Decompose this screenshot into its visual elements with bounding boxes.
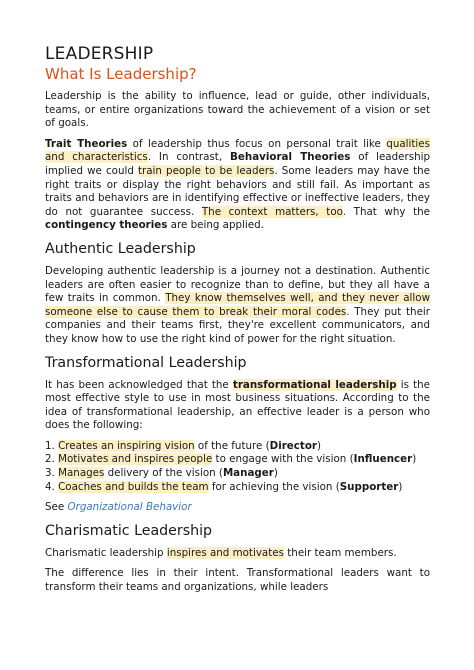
trait-paragraph bbox=[45, 138, 430, 233]
text-run: their team members. bbox=[283, 546, 397, 559]
highlight: Creates an inspiring vision bbox=[58, 439, 195, 452]
highlight: inspires and motivates bbox=[166, 546, 284, 559]
text-run: of leadership thus focus on personal trait like bbox=[127, 137, 387, 150]
document-subtitle: What Is Leadership? bbox=[45, 65, 197, 83]
highlight: The context matters, too bbox=[201, 205, 343, 218]
text-run: . Some leaders may have the right traits or display the right behaviors and still fail. As important as traits and behaviors are in identifying effective or ineffective leaders, they do not guarantee success. bbox=[45, 164, 430, 218]
text-run: It has been acknowledged that the bbox=[45, 378, 233, 391]
term-trait-theories: Trait Theories bbox=[45, 137, 128, 150]
text-run: ) bbox=[412, 453, 417, 466]
text-run: . They put their companies and their teams first, they're excellent communicators, and they know how to use the right kind of power for the right situation. bbox=[45, 305, 430, 345]
list-item bbox=[45, 467, 430, 481]
highlight: train people to be leaders bbox=[137, 164, 275, 177]
list-item bbox=[45, 481, 430, 495]
intro-paragraph: Leadership is the ability to influence, lead or guide, other individuals, teams, or entire organizations toward the achievement of a vision or set of goals. bbox=[45, 90, 430, 130]
role-label: Supporter bbox=[339, 480, 399, 493]
item-number: 1. bbox=[45, 439, 59, 452]
text-run: delivery of the vision ( bbox=[104, 467, 223, 480]
text-run: is the most effective style to use in most business situations. According to the idea of transformational leadership, an effective leader is a person who does the following: bbox=[45, 378, 431, 432]
text-run: are being applied. bbox=[167, 219, 264, 232]
heading-charismatic-leadership: Charismatic Leadership bbox=[45, 522, 213, 539]
text-run: to engage with the vision ( bbox=[212, 453, 354, 466]
list-item bbox=[45, 453, 430, 467]
see-label: See bbox=[45, 501, 68, 514]
text-run: Charismatic leadership bbox=[45, 546, 167, 559]
highlight: qualities and characteristics bbox=[45, 137, 430, 164]
text-run: Developing authentic leadership is a journey not a destination. Authentic leaders are often easier to recognize than to define, but they all have a few traits in common. bbox=[45, 264, 430, 305]
highlight: Coaches and builds the team bbox=[58, 480, 209, 493]
transformational-paragraph bbox=[45, 379, 430, 433]
authentic-paragraph bbox=[45, 265, 430, 347]
heading-transformational-leadership: Transformational Leadership bbox=[45, 354, 247, 371]
highlight-bold: transformational leadership bbox=[232, 378, 397, 391]
text-run: . That why the bbox=[342, 205, 430, 218]
text-run: of the future ( bbox=[194, 439, 270, 452]
item-number: 4. bbox=[45, 480, 59, 493]
text-run: ) bbox=[316, 439, 322, 452]
text-run: ) bbox=[273, 467, 278, 480]
organizational-behavior-link[interactable]: Organizational Behavior bbox=[67, 501, 192, 514]
text-run: ) bbox=[398, 480, 403, 493]
leader-roles-list bbox=[45, 440, 430, 494]
role-label: Influencer bbox=[353, 453, 413, 466]
text-run: of leadership implied we could bbox=[45, 151, 431, 177]
see-also-line bbox=[45, 501, 430, 515]
charismatic-paragraph bbox=[45, 547, 430, 561]
term-behavioral-theories: Behavioral Theories bbox=[230, 151, 351, 164]
text-run: . In contrast, bbox=[147, 151, 231, 164]
text-run: for achieving the vision ( bbox=[208, 480, 340, 493]
item-number: 2. bbox=[45, 453, 59, 466]
highlight: They know themselves well, and they never allow someone else to cause them to break their moral codes bbox=[45, 292, 430, 318]
item-number: 3. bbox=[45, 467, 59, 480]
difference-paragraph: The difference lies in their intent. Transformational leaders want to transform their teams and organizations, while leaders bbox=[45, 567, 430, 594]
role-label: Director bbox=[269, 439, 317, 452]
highlight: Manages bbox=[58, 467, 105, 480]
term-contingency-theories: contingency theories bbox=[45, 219, 168, 232]
heading-authentic-leadership: Authentic Leadership bbox=[45, 240, 196, 257]
document-title: LEADERSHIP bbox=[45, 44, 154, 64]
role-label: Manager bbox=[222, 467, 274, 480]
highlight: Motivates and inspires people bbox=[58, 453, 213, 466]
list-item bbox=[45, 440, 430, 454]
